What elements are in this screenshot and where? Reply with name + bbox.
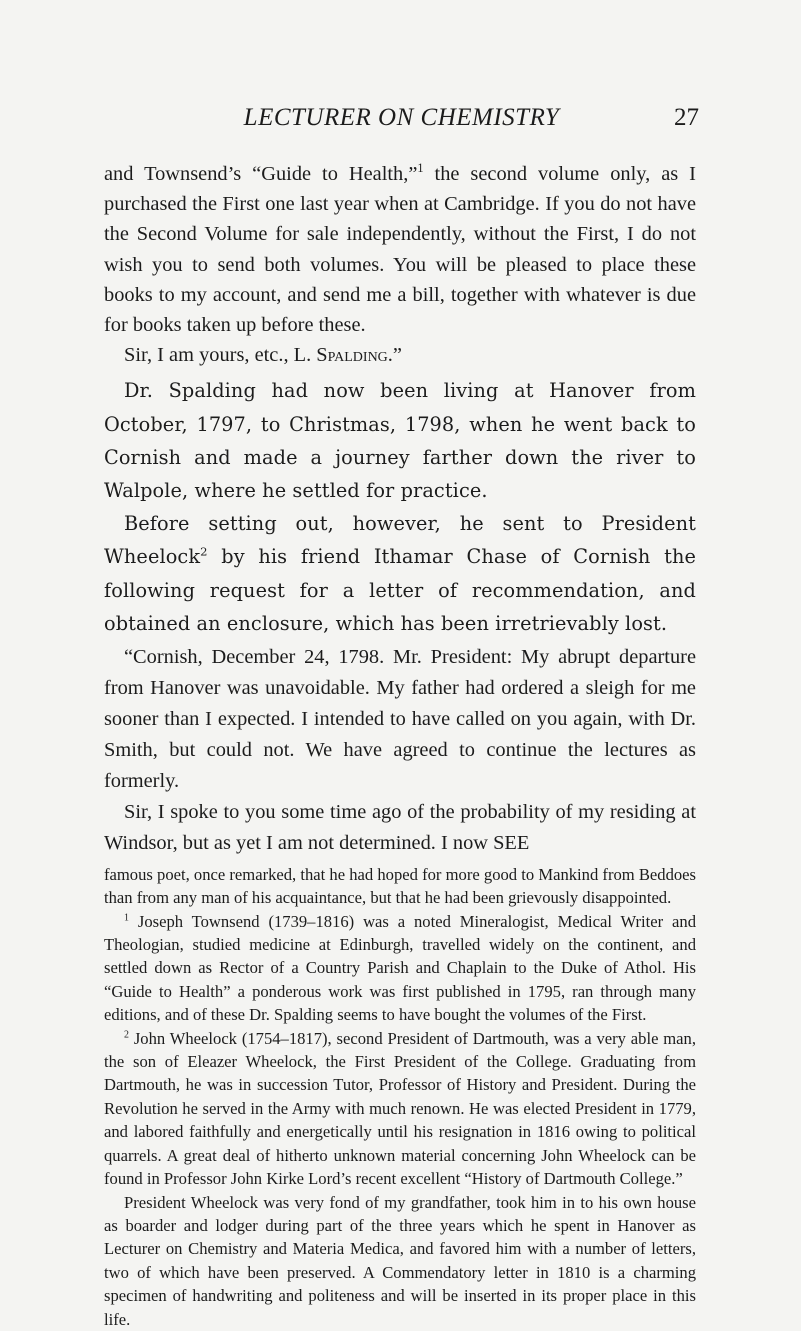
narrative-paragraph: Dr. Spalding had now been living at Hanover from October, 1797, to Christmas, 1798, when he went back to Cornish and made a journey farther down the river to Walpole, where he settled for practice. <box>104 379 696 503</box>
signature-name: Spalding <box>316 344 388 367</box>
letter-paragraph: and Townsend’s “Guide to Health,”$^1$ the second volume only, as I purchased the First one last year when at Cambridge. If you do not have the Second Volume for sale independently, without the First, I do not wish you to send both volumes. You will be pleased to place these books to my account, and send me a bill, together with whatever is due for books taken up before these. <box>104 161 696 337</box>
page-body <box>104 159 696 1331</box>
page-header <box>104 104 699 138</box>
footnotes <box>104 910 696 1331</box>
letter-excerpt-2 <box>104 642 696 859</box>
narrative-text <box>104 374 696 640</box>
letter-signature: Sir, I am yours, etc., L. Spalding.” <box>124 344 402 367</box>
narrative-paragraph: Before setting out, however, he sent to President Wheelock$^2$ by his friend Ithamar Chase of Cornish the following request for a letter of recommendation, and obtained an enclosure, which has been irretrievably lost. <box>104 512 696 635</box>
footnote-ref-1: 1 <box>417 161 424 176</box>
footnote-1: $^1$ Joseph Townsend (1739–1816) was a noted Mineralogist, Medical Writer and Theologian, studied medicine at Edinburgh, travelled widely on the continent, and settled down as Rector of a Country Parish and Chaplain to the Duke of Athol. His “Guide to Health” a ponderous work was first published in 1795, ran through many editions, and of these Dr. Spalding seems to have bought the volumes of the First. <box>104 911 696 1025</box>
letter-paragraph: Sir, I spoke to you some time ago of the probability of my residing at Windsor, but as yet I am not determined. I now SEE <box>104 801 696 855</box>
footnote-mark: 2 <box>124 1029 129 1041</box>
footnote-text: famous poet, once remarked, that he had hoped for more good to Mankind from Beddoes than from any man of his acquaintance, but that he had been grievously disappointed. <box>104 865 696 908</box>
footnote-2: $^2$ John Wheelock (1754–1817), second President of Dartmouth, was a very able man, the son of Eleazer Wheelock, the First President of the College. Graduating from Dartmouth, he was in succession Tutor, Professor of History and President. During the Revolution he served in the Army with much renown. He was elected President in 1779, and labored faithfully and energetically until his resignation in 1816 owing to political quarrels. A great deal of hitherto unknown material concerning John Wheelock can be found in Professor John Kirke Lord’s recent excellent “History of Dartmouth College.” <box>104 1028 696 1189</box>
page-number: 27 <box>674 104 699 131</box>
footnote-ref-2: 2 <box>200 545 208 560</box>
running-head: LECTURER ON CHEMISTRY <box>243 104 560 131</box>
letter-paragraph: “Cornish, December 24, 1798. Mr. President: My abrupt departure from Hanover was unavoidable. My father had ordered a sleigh for me sooner than I expected. I intended to have called on you again, with Dr. Smith, but could not. We have agreed to continue the lectures as formerly. <box>104 646 696 793</box>
footnote-paragraph: President Wheelock was very fond of my grandfather, took him in to his own house as boarder and lodger during part of the three years which he spent in Hanover as Lecturer on Chemistry and Materia Medica, and favored him with a number of letters, two of which have been preserved. A Commendatory letter in 1810 is a charming specimen of handwriting and politeness and will be inserted in its proper place in this life. <box>104 1192 696 1329</box>
letter-excerpt-1 <box>104 159 696 370</box>
footnote-mark: 1 <box>124 912 129 924</box>
footnote-continuation <box>104 863 696 910</box>
